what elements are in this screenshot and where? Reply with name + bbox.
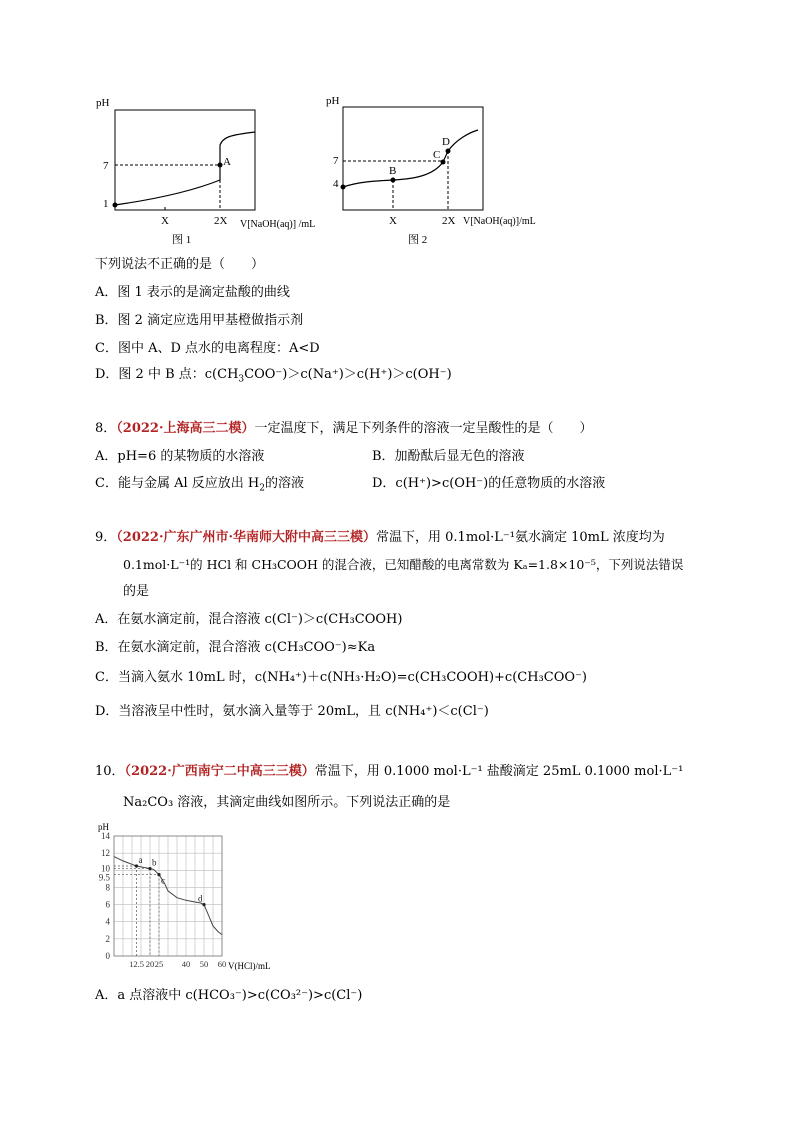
q9-option-a: A．在氨水滴定前，混合溶液 c(Cl⁻)＞c(CH₃COOH) (95, 612, 403, 627)
chart-point-label: d (198, 893, 203, 904)
chart-point-label: c (161, 875, 165, 886)
fig2-point-b (391, 178, 396, 183)
chart-xtick-label: 60 (217, 959, 227, 969)
fig1-ytick-7: 7 (103, 160, 109, 172)
fig1-curve (115, 132, 255, 205)
q7-option-b: B．图 2 滴定应选用甲基橙做指示剂 (95, 313, 304, 328)
chart-ytick-label: 0 (105, 951, 110, 961)
q8-option-d: D．c(H⁺)>c(OH⁻)的任意物质的水溶液 (372, 476, 606, 491)
fig2-label-b: B (389, 165, 397, 177)
chart-point-d (202, 903, 205, 906)
chart-xtick-label: 20 (145, 959, 155, 969)
fig2-xtick-2x: 2X (442, 215, 456, 227)
fig2-label-c: C (433, 149, 441, 161)
fig2-ytick-4: 4 (333, 178, 339, 190)
chart-xtick-label: 25 (154, 959, 164, 969)
fig1-start-point (113, 203, 118, 208)
fig2-label-d: D (442, 136, 450, 148)
chart-xtick-label: 50 (199, 959, 209, 969)
fig1-caption: 图 1 (172, 234, 192, 246)
q9-option-d: D．当溶液呈中性时，氨水滴入量等于 20mL，且 c(NH₄⁺)＜c(Cl⁻) (95, 704, 489, 719)
chart-xtick-label: 12.5 (129, 959, 144, 969)
chart-ytick-label: 6 (105, 899, 110, 910)
fig1-y-label: pH (96, 97, 110, 109)
q9-option-b: B．在氨水滴定前，混合溶液 c(CH₃COO⁻)≈Ka (95, 640, 376, 655)
q8-source: （2022·上海高三二模） (116, 421, 255, 436)
figure-1 (90, 90, 340, 250)
chart-ytick-label: 2 (105, 933, 110, 944)
q9-source: （2022·广东广州市·华南师大附中高三三模） (116, 530, 377, 545)
chart-point-label: a (138, 855, 143, 865)
chart-ytick-label: 10 (101, 863, 110, 874)
fig2-x-label: V[NaOH(aq)]/mL (463, 216, 536, 227)
q8-stem: 8．（2022·上海高三二模）一定温度下，满足下列条件的溶液一定呈酸性的是（ ） (95, 421, 593, 436)
q9-stem-3: 的是 (123, 584, 150, 599)
chart-ytick-label: 8 (105, 882, 110, 893)
fig2-curve (343, 130, 478, 187)
chart-x-label: V(HCl)/mL (228, 961, 271, 971)
fig2-xtick-x: X (389, 215, 397, 227)
chart-ytick-label: 9.5 (98, 872, 110, 883)
q7-option-c: C．图中 A、D 点水的电离程度：A<D (95, 341, 320, 356)
q9-stem-2: 0.1mol·L⁻¹的 HCl 和 CH₃COOH 的混合液，已知醋酸的电离常数为 Kₐ=1.8×10⁻⁵，下列说法错误 (123, 557, 684, 572)
fig2-caption: 图 2 (408, 234, 428, 246)
q7-stem: 下列说法不正确的是（ ） (95, 257, 265, 272)
q8-option-b: B．加酚酞后显无色的溶液 (372, 449, 525, 464)
chart-y-label: pH (98, 822, 109, 832)
fig2-point-d (446, 149, 451, 154)
chart-point-label: b (152, 857, 157, 868)
fig2-ytick-7: 7 (333, 155, 339, 167)
fig2-frame (343, 107, 483, 210)
q10-stem-1: 10．（2022·广西南宁二中高三三模）常温下，用 0.1000 mol·L⁻¹ 盐酸滴定 25mL 0.1000 mol·L⁻¹ (95, 764, 684, 779)
fig1-xtick-x: X (161, 215, 169, 227)
figure-2 (318, 90, 568, 250)
titration-chart (92, 818, 292, 978)
q7-option-a: A．图 1 表示的是滴定盐酸的曲线 (95, 285, 290, 300)
q10-option-a: A．a 点溶液中 c(HCO₃⁻)>c(CO₃²⁻)>c(Cl⁻) (95, 988, 363, 1003)
q10-stem-2: Na₂CO₃ 溶液，其滴定曲线如图所示。下列说法正确的是 (123, 795, 451, 810)
q9-stem-1: 9．（2022·广东广州市·华南师大附中高三三模）常温下，用 0.1mol·L⁻¹氨水滴定 10mL 浓度均为 (95, 530, 665, 545)
fig2-point-c (441, 160, 446, 165)
fig1-x-label: V[NaOH(aq)] /mL (240, 219, 316, 230)
fig1-xtick-2x: 2X (214, 215, 228, 227)
fig1-point-a (218, 163, 223, 168)
fig1-frame (115, 110, 255, 210)
fig2-start-point (341, 185, 346, 190)
chart-ytick-label: 12 (101, 848, 110, 859)
fig2-y-label: pH (326, 95, 340, 107)
chart-ytick-label: 4 (105, 916, 110, 927)
q10-source: （2022·广西南宁二中高三三模） (124, 764, 315, 779)
q9-option-c: C．当滴入氨水 10mL 时，c(NH₄⁺)＋c(NH₃·H₂O)=c(CH₃COOH)+c(CH₃COO⁻) (95, 670, 587, 685)
chart-ytick-label: 14 (101, 831, 110, 841)
fig1-point-label: A (223, 156, 231, 168)
q8-option-a: A．pH=6 的某物质的水溶液 (95, 449, 265, 464)
q7-option-d: D．图 2 中 B 点：$c(CH_3COO^-)>c(Na^+)>c(H^+)>c(OH^-)$ (95, 367, 452, 385)
chart-xtick-label: 40 (181, 959, 191, 969)
q8-option-c: C．能与金属 Al 反应放出 $H_2$的溶液 (95, 476, 304, 494)
fig1-ytick-1: 1 (103, 198, 109, 210)
